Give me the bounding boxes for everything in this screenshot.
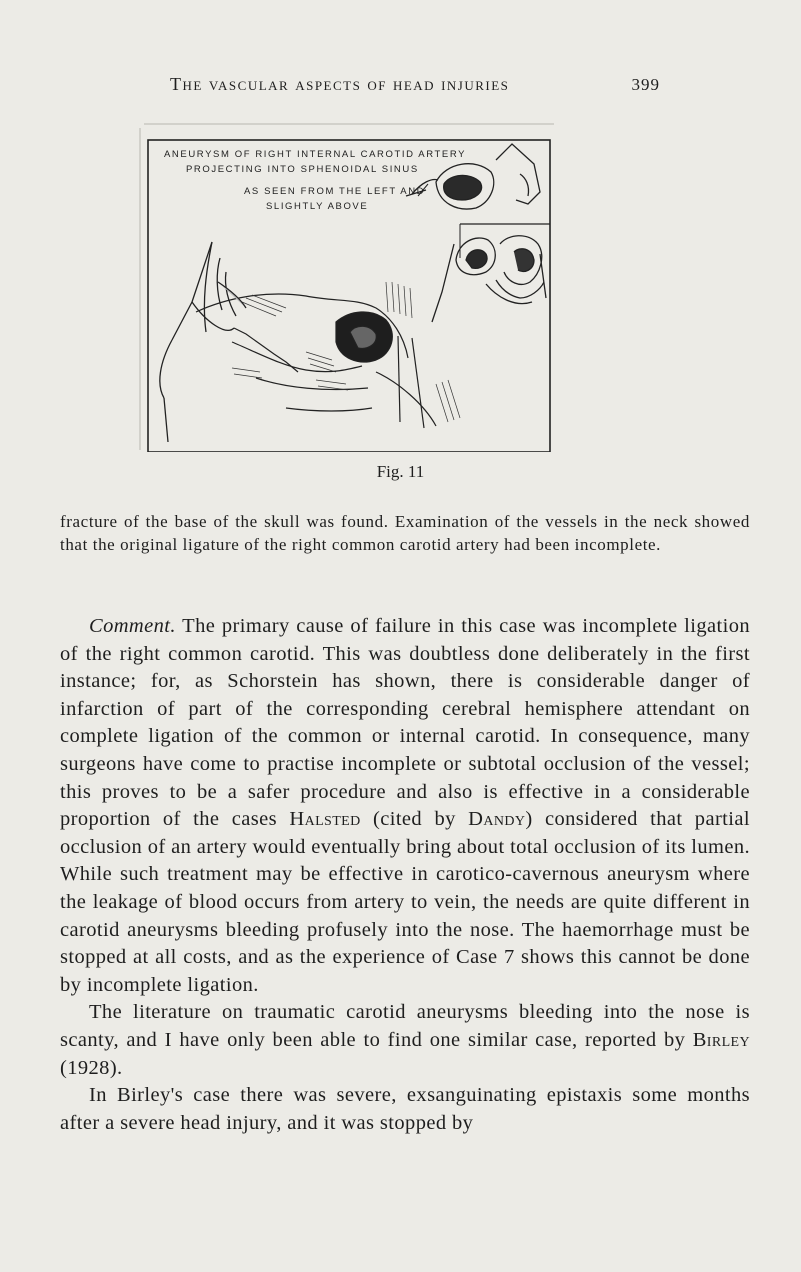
- comment-lead: Comment.: [89, 615, 176, 637]
- author-dandy: Dandy: [468, 808, 526, 831]
- comment-text-b: (cited by: [360, 808, 469, 831]
- paragraph-comment: [60, 613, 750, 999]
- page-number: 399: [631, 75, 660, 94]
- paragraph-literature: [60, 999, 750, 1082]
- comment-text-c: ) considered that partial occlusion of an artery would eventually bring about total occlusion of its lumen. While such treatment may be effective in carotico-cavernous aneurysm where the leakage of blood occurs from artery to vein, the needs are quite different in carotid aneurysms bleeding profusely into the nose. The haemorrhage must be stopped at all costs, and as the experience of Case 7 shows this cannot be done by incomplete ligation.: [60, 808, 750, 996]
- figure-caption: Fig. 11: [376, 462, 425, 481]
- figure-illustration: [136, 122, 556, 452]
- figure-label-line-1: ANEURYSM OF RIGHT INTERNAL CAROTID ARTERY: [164, 149, 467, 160]
- paragraph-case-end: fracture of the base of the skull was found. Examination of the vessels in the neck showed that the original ligature of the right common carotid artery had been incomplete.: [60, 512, 750, 554]
- author-halsted: Halsted: [289, 808, 361, 831]
- paragraph-birley-case: In Birley's case there was severe, exsanguinating epistaxis some months after a severe head injury, and it was stopped by: [60, 1084, 750, 1134]
- figure-label-line-4: SLIGHTLY ABOVE: [266, 201, 369, 212]
- author-birley: Birley: [692, 1028, 750, 1051]
- literature-text-a: The literature on traumatic carotid aneurysms bleeding into the nose is scanty, and I have only been able to find one similar case, reported by: [60, 1001, 750, 1051]
- running-title: The vascular aspects of head injuries: [170, 74, 510, 94]
- literature-text-b: (1928).: [60, 1056, 123, 1079]
- figure-label-line-3: AS SEEN FROM THE LEFT AND: [244, 186, 426, 197]
- comment-section: [60, 613, 750, 1137]
- figure-label-line-2: PROJECTING INTO SPHENOIDAL SINUS: [186, 164, 419, 175]
- running-head: [170, 74, 660, 95]
- comment-text-a: The primary cause of failure in this case was incomplete ligation of the right common carotid. This was doubtless done deliberately in the first instance; for, as Schorstein has shown, there is considerable danger of infarction of part of the corresponding cerebral hemisphere attendant on complete ligation of the common or internal carotid. In consequence, many surgeons have come to practise incomplete or subtotal occlusion of the vessel; this proves to be a safer procedure and also is effective in a considerable proportion of the cases: [60, 615, 750, 831]
